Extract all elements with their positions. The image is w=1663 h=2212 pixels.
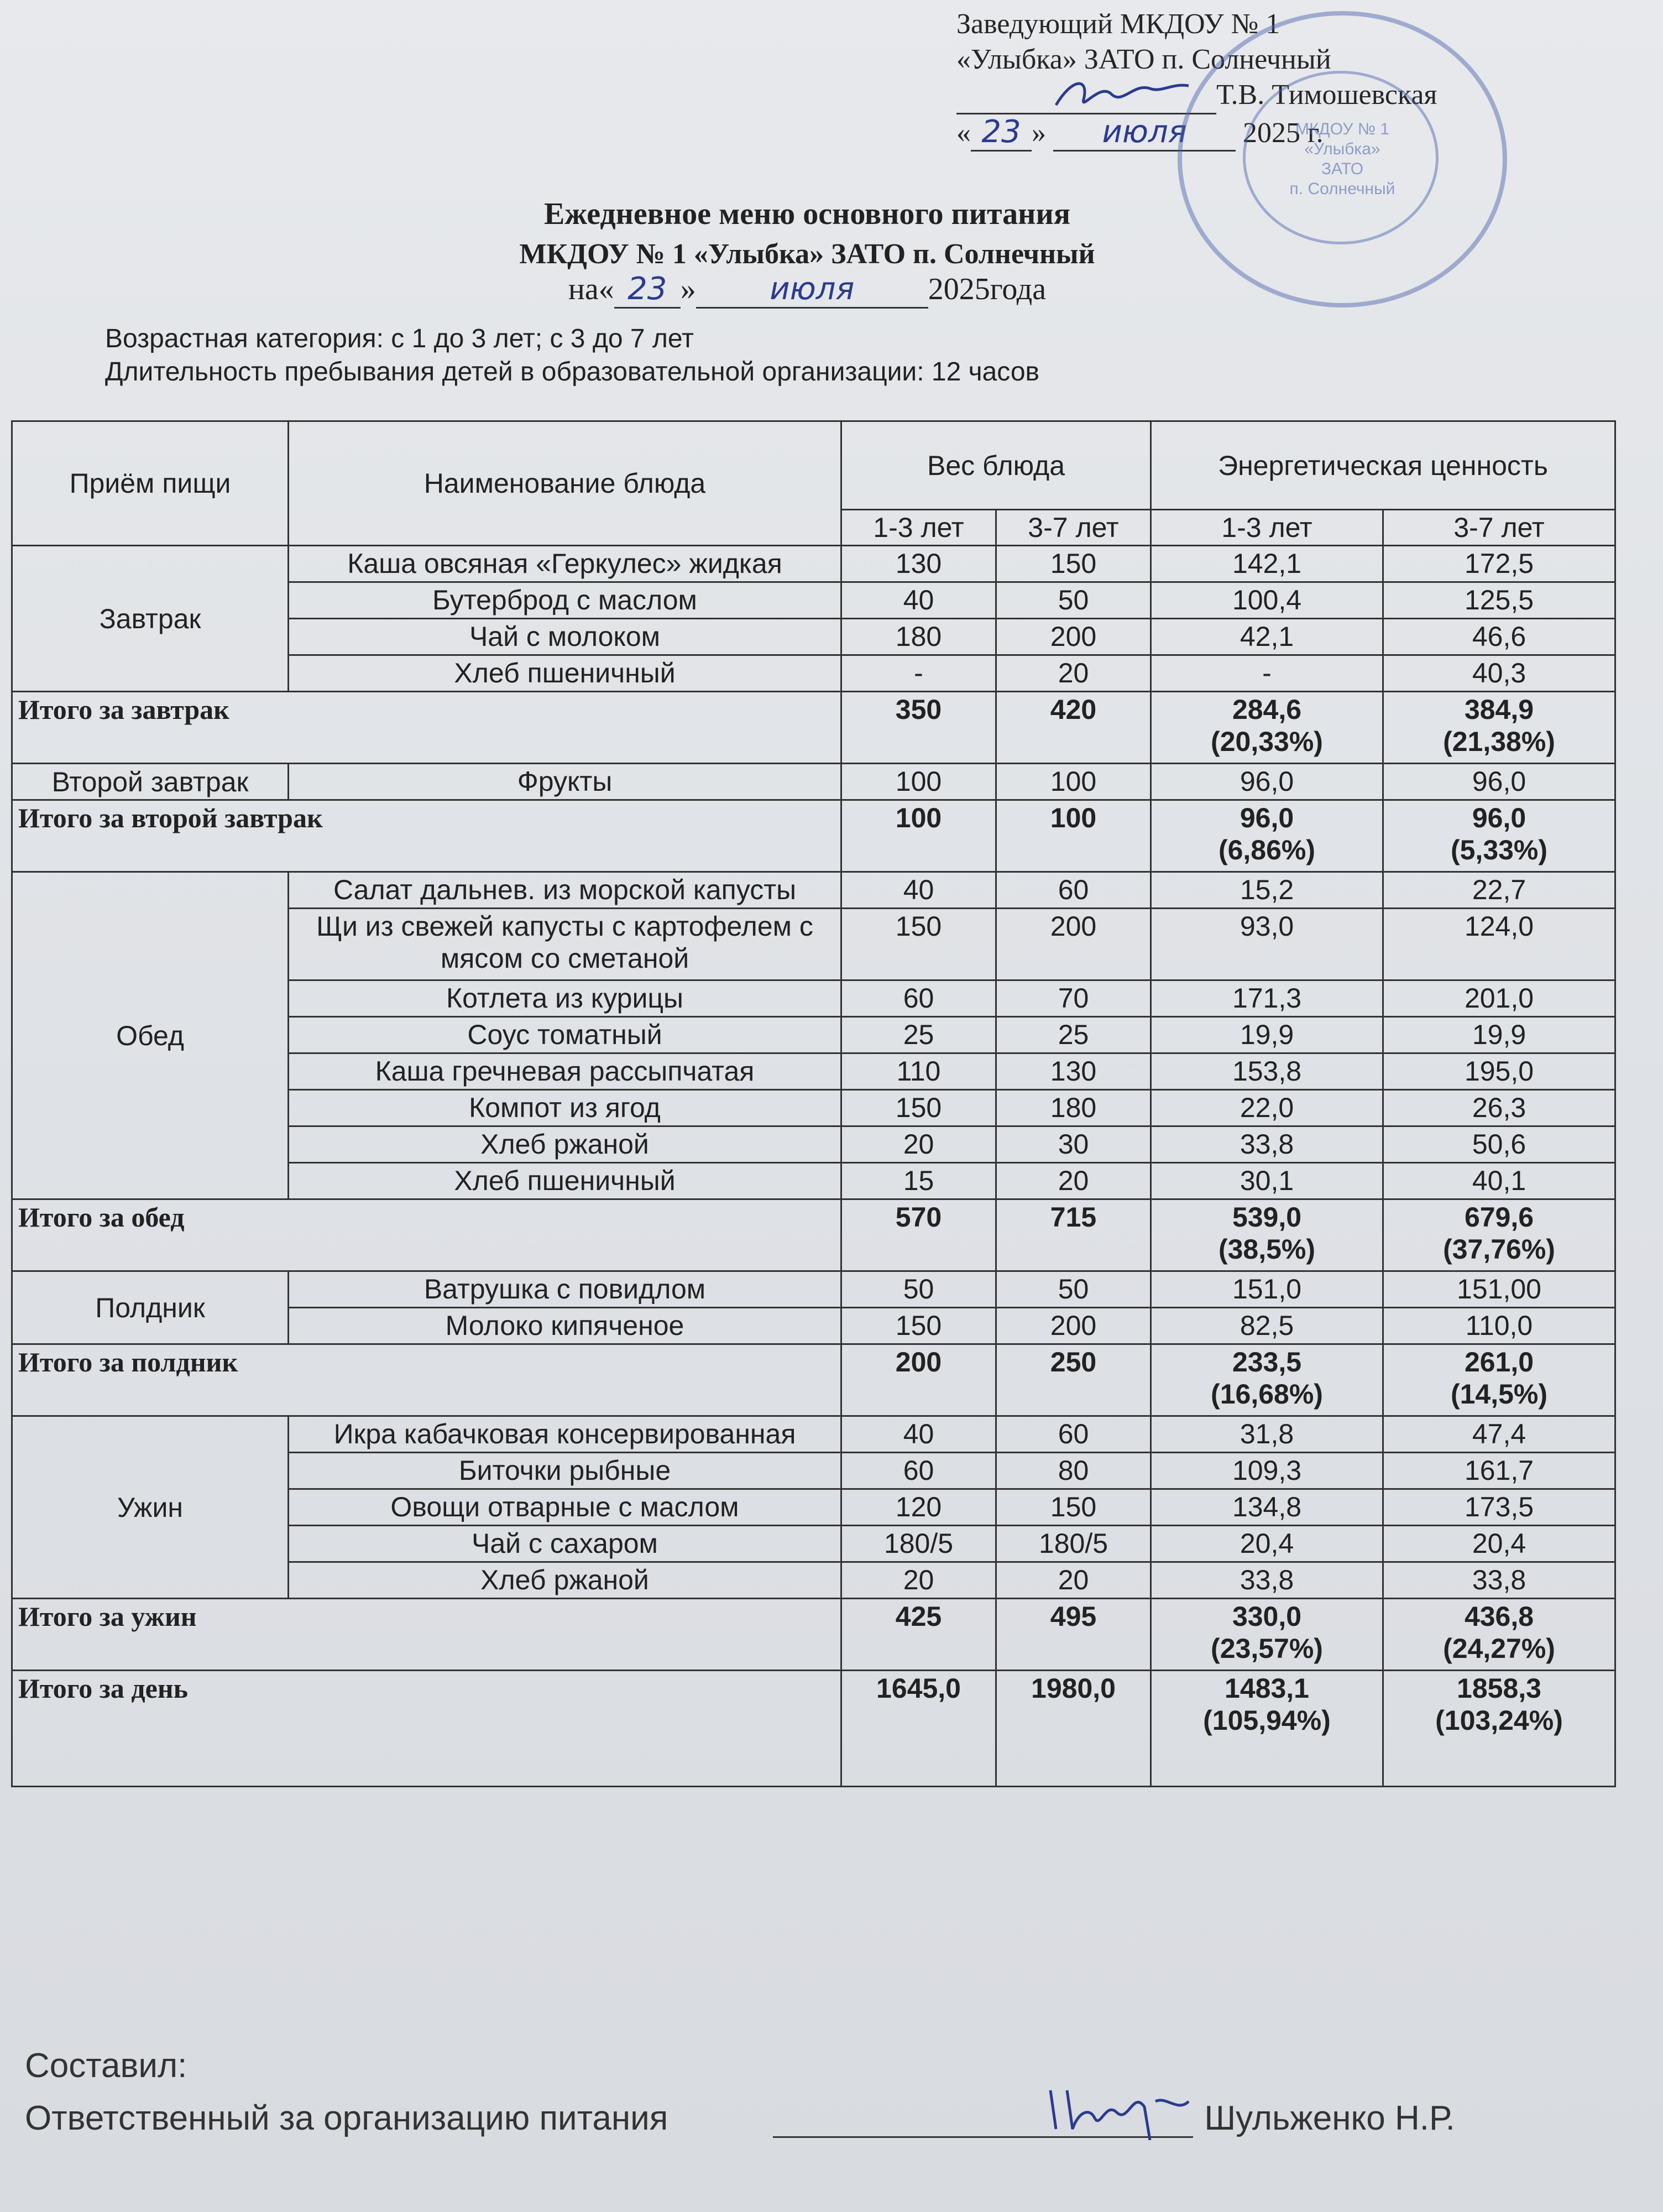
- weight-age2: 60: [996, 1416, 1151, 1453]
- energy-age2: 47,4: [1383, 1416, 1615, 1453]
- composed-label: Составил:: [25, 2047, 187, 2085]
- energy-age1: 30,1: [1151, 1163, 1383, 1199]
- approval-signature-line: [956, 77, 1216, 114]
- energy-age1: 96,0: [1151, 764, 1383, 800]
- header-energy-age2: 3-7 лет: [1383, 510, 1615, 546]
- total-energy-value: 330,0: [1232, 1601, 1302, 1632]
- responsible-signature-line: [773, 2103, 1193, 2138]
- energy-age1: 171,3: [1151, 980, 1383, 1017]
- weight-age1: 130: [841, 546, 996, 582]
- meal-name: Второй завтрак: [12, 764, 289, 800]
- menu-table: [11, 420, 1616, 1787]
- weight-age1: 20: [841, 1126, 996, 1163]
- weight-age2: 60: [996, 872, 1151, 909]
- dish-name: Биточки рыбные: [289, 1453, 841, 1489]
- energy-age2: 173,5: [1383, 1489, 1615, 1526]
- weight-age2: 130: [996, 1053, 1151, 1090]
- total-energy-value: 284,6: [1232, 694, 1302, 725]
- total-energy-age2: [1383, 1199, 1615, 1271]
- total-energy-value: 1483,1: [1225, 1673, 1309, 1704]
- responsible-name: Шульженко Н.Р.: [1204, 2099, 1455, 2137]
- total-energy-percent: (20,33%): [1211, 726, 1323, 757]
- total-row: [12, 1344, 1615, 1416]
- header-energy-age1: 1-3 лет: [1151, 510, 1383, 546]
- table-row: [12, 546, 1615, 582]
- meal-name: Обед: [12, 872, 289, 1199]
- total-label: Итого за полдник: [12, 1344, 841, 1416]
- weight-age2: 200: [996, 619, 1151, 655]
- total-energy-age1: [1151, 800, 1383, 872]
- energy-age1: 15,2: [1151, 872, 1383, 909]
- approval-organization: «Улыбка» ЗАТО п. Солнечный: [956, 44, 1331, 75]
- stamp-line: «Улыбка»: [1304, 140, 1380, 158]
- total-energy-value: 96,0: [1240, 802, 1294, 833]
- weight-age2: 25: [996, 1017, 1151, 1053]
- total-row: [12, 800, 1615, 872]
- total-energy-value: 679,6: [1464, 1202, 1534, 1233]
- energy-age2: 125,5: [1383, 582, 1615, 619]
- energy-age2: 46,6: [1383, 619, 1615, 655]
- weight-age1: 120: [841, 1489, 996, 1526]
- weight-age2: 70: [996, 980, 1151, 1017]
- stamp-line: ЗАТО: [1321, 160, 1364, 178]
- dish-name: Хлеб ржаной: [289, 1126, 841, 1163]
- dish-name: Чай с молоком: [289, 619, 841, 655]
- dish-name: Каша гречневая рассыпчатая: [289, 1053, 841, 1090]
- energy-age2: 124,0: [1383, 909, 1615, 980]
- dish-name: Хлеб пшеничный: [289, 1163, 841, 1199]
- weight-age1: 40: [841, 582, 996, 619]
- energy-age1: 109,3: [1151, 1453, 1383, 1489]
- total-weight-age2: 250: [996, 1344, 1151, 1416]
- total-energy-age2: [1383, 1344, 1615, 1416]
- total-row: [12, 1671, 1615, 1787]
- energy-age2: 26,3: [1383, 1090, 1615, 1126]
- weight-age1: 60: [841, 980, 996, 1017]
- weight-age2: 200: [996, 1308, 1151, 1344]
- energy-age1: 19,9: [1151, 1017, 1383, 1053]
- weight-age1: 60: [841, 1453, 996, 1489]
- energy-age2: 110,0: [1383, 1308, 1615, 1344]
- weight-age2: 150: [996, 546, 1151, 582]
- energy-age1: -: [1151, 655, 1383, 692]
- total-weight-age2: 100: [996, 800, 1151, 872]
- total-weight-age2: 420: [996, 692, 1151, 764]
- total-label: Итого за ужин: [12, 1599, 841, 1671]
- dish-name: Овощи отварные с маслом: [289, 1489, 841, 1526]
- header-weight-age1: 1-3 лет: [841, 510, 996, 546]
- total-energy-percent: (21,38%): [1443, 726, 1555, 757]
- energy-age1: 31,8: [1151, 1416, 1383, 1453]
- dish-name: Бутерброд с маслом: [289, 582, 841, 619]
- total-energy-percent: (16,68%): [1211, 1379, 1323, 1410]
- total-energy-age2: [1383, 1599, 1615, 1671]
- weight-age2: 50: [996, 1271, 1151, 1308]
- energy-age1: 142,1: [1151, 546, 1383, 582]
- date-month: июля: [696, 271, 928, 309]
- weight-age1: 100: [841, 764, 996, 800]
- weight-age2: 50: [996, 582, 1151, 619]
- total-energy-age1: [1151, 1344, 1383, 1416]
- energy-age1: 42,1: [1151, 619, 1383, 655]
- energy-age1: 82,5: [1151, 1308, 1383, 1344]
- dish-name: Котлета из курицы: [289, 980, 841, 1017]
- document-date: [0, 271, 1614, 309]
- total-weight-age1: 100: [841, 800, 996, 872]
- header-dish: Наименование блюда: [289, 421, 841, 546]
- dish-name: Салат дальнев. из морской капусты: [289, 872, 841, 909]
- total-energy-percent: (14,5%): [1450, 1379, 1548, 1410]
- responsible-line: [25, 2099, 1455, 2138]
- total-energy-value: 1858,3: [1457, 1673, 1541, 1704]
- weight-age2: 150: [996, 1489, 1151, 1526]
- energy-age1: 20,4: [1151, 1526, 1383, 1562]
- weight-age2: 180: [996, 1090, 1151, 1126]
- weight-age2: 30: [996, 1126, 1151, 1163]
- total-row: [12, 692, 1615, 764]
- weight-age2: 80: [996, 1453, 1151, 1489]
- total-weight-age1: 425: [841, 1599, 996, 1671]
- weight-age1: 110: [841, 1053, 996, 1090]
- weight-age1: 150: [841, 1090, 996, 1126]
- weight-age2: 20: [996, 1562, 1151, 1599]
- dish-name: Компот из ягод: [289, 1090, 841, 1126]
- total-label: Итого за день: [12, 1671, 841, 1787]
- total-energy-percent: (23,57%): [1211, 1633, 1323, 1664]
- total-energy-value: 384,9: [1464, 694, 1534, 725]
- total-energy-age2: [1383, 800, 1615, 872]
- meal-name: Завтрак: [12, 546, 289, 692]
- energy-age2: 20,4: [1383, 1526, 1615, 1562]
- energy-age1: 153,8: [1151, 1053, 1383, 1090]
- approval-block: Заведующий МКДОУ № 1 «Улыбка» ЗАТО п. Солнечный Т.В. Тимошевская « 23 » июля 2025 г.: [956, 7, 1437, 152]
- total-energy-value: 261,0: [1464, 1347, 1534, 1378]
- dish-name: Щи из свежей капусты с картофелем с мясом со сметаной: [289, 909, 841, 980]
- total-energy-percent: (24,27%): [1443, 1633, 1555, 1664]
- energy-age1: 100,4: [1151, 582, 1383, 619]
- weight-age2: 100: [996, 764, 1151, 800]
- total-energy-percent: (38,5%): [1218, 1234, 1316, 1265]
- total-weight-age2: 715: [996, 1199, 1151, 1271]
- weight-age2: 20: [996, 1163, 1151, 1199]
- weight-age2: 180/5: [996, 1526, 1151, 1562]
- energy-age2: 172,5: [1383, 546, 1615, 582]
- dish-name: Чай с сахаром: [289, 1526, 841, 1562]
- age-category: Возрастная категория: с 1 до 3 лет; с 3 до 7 лет: [105, 324, 694, 353]
- total-energy-age1: [1151, 692, 1383, 764]
- energy-age2: 22,7: [1383, 872, 1615, 909]
- document-title: Ежедневное меню основного питания: [543, 197, 1071, 231]
- weight-age1: -: [841, 655, 996, 692]
- energy-age2: 19,9: [1383, 1017, 1615, 1053]
- total-weight-age2: 1980,0: [996, 1671, 1151, 1787]
- total-energy-percent: (37,76%): [1443, 1234, 1555, 1265]
- total-weight-age2: 495: [996, 1599, 1151, 1671]
- energy-age1: 93,0: [1151, 909, 1383, 980]
- stamp-line: п. Солнечный: [1289, 180, 1395, 198]
- energy-age1: 134,8: [1151, 1489, 1383, 1526]
- energy-age2: 161,7: [1383, 1453, 1615, 1489]
- date-prefix: на«: [568, 272, 614, 306]
- weight-age1: 40: [841, 1416, 996, 1453]
- energy-age2: 201,0: [1383, 980, 1615, 1017]
- total-energy-value: 539,0: [1232, 1202, 1302, 1233]
- approval-year: 2025 г.: [1243, 117, 1324, 149]
- total-energy-percent: (6,86%): [1218, 834, 1316, 865]
- weight-age1: 50: [841, 1271, 996, 1308]
- stamp-line: МКДОУ № 1: [1295, 120, 1390, 138]
- dish-name: Соус томатный: [289, 1017, 841, 1053]
- date-mid: »: [680, 272, 696, 306]
- document-subtitle: МКДОУ № 1 «Улыбка» ЗАТО п. Солнечный: [519, 238, 1095, 270]
- total-energy-value: 96,0: [1472, 802, 1526, 833]
- dish-name: Молоко кипяченое: [289, 1308, 841, 1344]
- dish-name: Каша овсяная «Геркулес» жидкая: [289, 546, 841, 582]
- total-weight-age1: 1645,0: [841, 1671, 996, 1787]
- weight-age2: 200: [996, 909, 1151, 980]
- meal-name: Ужин: [12, 1416, 289, 1599]
- weight-age2: 20: [996, 655, 1151, 692]
- dish-name: Хлеб ржаной: [289, 1562, 841, 1599]
- dish-name: Ватрушка с повидлом: [289, 1271, 841, 1308]
- total-row: [12, 1599, 1615, 1671]
- total-energy-age2: [1383, 692, 1615, 764]
- total-weight-age1: 570: [841, 1199, 996, 1271]
- total-energy-age1: [1151, 1599, 1383, 1671]
- table-row: [12, 872, 1615, 909]
- weight-age1: 40: [841, 872, 996, 909]
- weight-age1: 150: [841, 909, 996, 980]
- header-energy: Энергетическая ценность: [1151, 421, 1615, 510]
- table-row: [12, 1416, 1615, 1453]
- weight-age1: 150: [841, 1308, 996, 1344]
- energy-age1: 33,8: [1151, 1562, 1383, 1599]
- energy-age1: 22,0: [1151, 1090, 1383, 1126]
- total-energy-percent: (103,24%): [1435, 1705, 1563, 1736]
- weight-age1: 180/5: [841, 1526, 996, 1562]
- total-row: [12, 1199, 1615, 1271]
- header-weight: Вес блюда: [841, 421, 1151, 510]
- header-weight-age2: 3-7 лет: [996, 510, 1151, 546]
- dish-name: Хлеб пшеничный: [289, 655, 841, 692]
- table-row: [12, 1271, 1615, 1308]
- weight-age1: 25: [841, 1017, 996, 1053]
- weight-age1: 20: [841, 1562, 996, 1599]
- total-energy-age1: [1151, 1671, 1383, 1787]
- total-energy-value: 436,8: [1464, 1601, 1534, 1632]
- approval-position: Заведующий МКДОУ № 1: [956, 8, 1280, 40]
- total-energy-value: 233,5: [1232, 1347, 1302, 1378]
- energy-age2: 50,6: [1383, 1126, 1615, 1163]
- energy-age1: 33,8: [1151, 1126, 1383, 1163]
- date-suffix: 2025года: [928, 272, 1047, 306]
- stay-duration: Длительность пребывания детей в образовательной организации: 12 часов: [105, 357, 1040, 387]
- total-energy-percent: (5,33%): [1450, 834, 1548, 865]
- table-row: [12, 764, 1615, 800]
- energy-age2: 40,3: [1383, 655, 1615, 692]
- energy-age2: 40,1: [1383, 1163, 1615, 1199]
- weight-age1: 15: [841, 1163, 996, 1199]
- energy-age2: 195,0: [1383, 1053, 1615, 1090]
- total-weight-age1: 350: [841, 692, 996, 764]
- total-label: Итого за завтрак: [12, 692, 841, 764]
- total-energy-age2: [1383, 1671, 1615, 1787]
- energy-age2: 33,8: [1383, 1562, 1615, 1599]
- total-energy-age1: [1151, 1199, 1383, 1271]
- dish-name: Икра кабачковая консервированная: [289, 1416, 841, 1453]
- menu-body: [12, 546, 1615, 1787]
- responsible-label: Ответственный за организацию питания: [25, 2099, 668, 2137]
- total-weight-age1: 200: [841, 1344, 996, 1416]
- total-label: Итого за обед: [12, 1199, 841, 1271]
- dish-name: Фрукты: [289, 764, 841, 800]
- total-energy-percent: (105,94%): [1203, 1705, 1331, 1736]
- energy-age2: 151,00: [1383, 1271, 1615, 1308]
- meal-name: Полдник: [12, 1271, 289, 1344]
- weight-age1: 180: [841, 619, 996, 655]
- approval-day: 23: [971, 114, 1032, 152]
- header-meal: Приём пищи: [12, 421, 289, 546]
- total-label: Итого за второй завтрак: [12, 800, 841, 872]
- date-day: 23: [614, 271, 681, 309]
- energy-age2: 96,0: [1383, 764, 1615, 800]
- approval-signer: Т.В. Тимошевская: [1216, 79, 1437, 111]
- approval-month: июля: [1053, 114, 1236, 152]
- energy-age1: 151,0: [1151, 1271, 1383, 1308]
